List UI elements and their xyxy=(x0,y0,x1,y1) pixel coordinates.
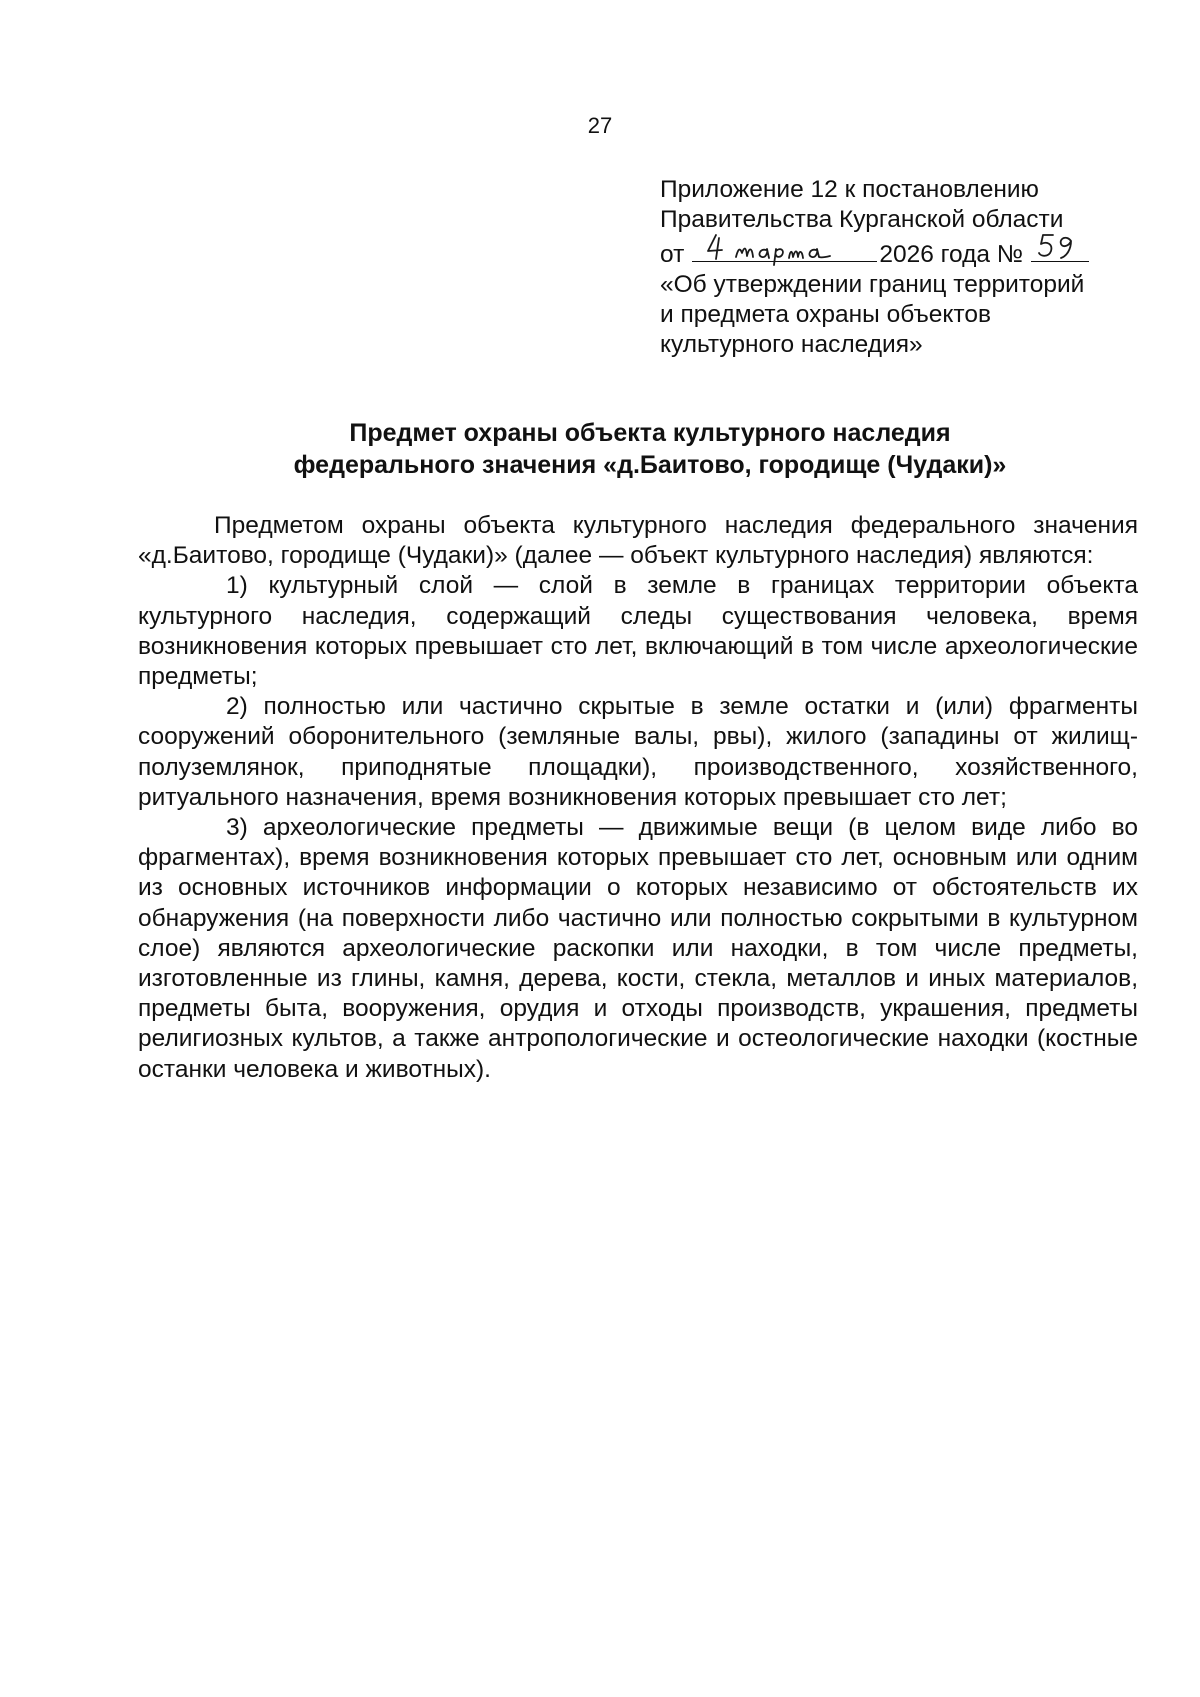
appendix-line-6: культурного наследия» xyxy=(660,331,923,358)
list-item-2: 2) полностью или частично скрытые в земле остатки и (или) фрагменты сооружений оборонительного (земляные валы, рвы), жилого (западины от жилищ-полуземлянок, приподнятые площадки), производственного, хозяйственного, ритуального назначения, время возникновения которых превышает сто лет; xyxy=(138,693,1138,811)
appendix-line-4: «Об утверждении границ территорий xyxy=(660,271,1085,298)
appendix-header xyxy=(660,175,1130,360)
handwritten-date xyxy=(692,235,877,262)
appendix-year-text: 2026 года № xyxy=(879,241,1024,268)
document-body xyxy=(138,511,1138,1085)
title-line-1: Предмет охраны объекта культурного наследия xyxy=(349,419,951,447)
document-title xyxy=(160,417,1140,481)
appendix-line-1: Приложение 12 к постановлению xyxy=(660,176,1039,203)
title-line-2: федерального значения «д.Баитово, городище (Чудаки)» xyxy=(293,451,1007,479)
appendix-line-2: Правительства Курганской области xyxy=(660,206,1064,233)
intro-paragraph: Предметом охраны объекта культурного наследия федерального значения «д.Баитово, городище (Чудаки)» (далее — объект культурного наследия) являются: xyxy=(138,512,1138,570)
handwritten-number-signature xyxy=(1031,229,1089,263)
list-item-3: 3) археологические предметы — движимые вещи (в целом виде либо во фрагментах), время возникновения которых превышает сто лет, основным или одним из основных источников информации о которых независимо от обстоятельств их обнаружения (на поверхности либо частично или полностью сокрытыми в культурном слое) являются археологические раскопки или находки, в том числе предметы, изготовленные из глины, камня, дерева, кости, стекла, металлов и иных материалов, предметы быта, вооружения, орудия и отходы производств, украшения, предметы религиозных культов, а также антропологические и остеологические находки (костные останки человека и животных). xyxy=(138,814,1138,1083)
list-item-1: 1) культурный слой — слой в земле в границах территории объекта культурного наследия, содержащий следы существования человека, время возникновения которых превышает сто лет, включающий в том числе археологические предметы; xyxy=(138,572,1138,691)
appendix-line-5: и предмета охраны объектов xyxy=(660,301,991,328)
appendix-from-prefix: от xyxy=(660,241,685,268)
page-number: 27 xyxy=(587,113,613,138)
handwritten-number xyxy=(1031,235,1089,262)
appendix-date-line xyxy=(660,235,1130,270)
handwritten-date-signature xyxy=(692,229,877,263)
